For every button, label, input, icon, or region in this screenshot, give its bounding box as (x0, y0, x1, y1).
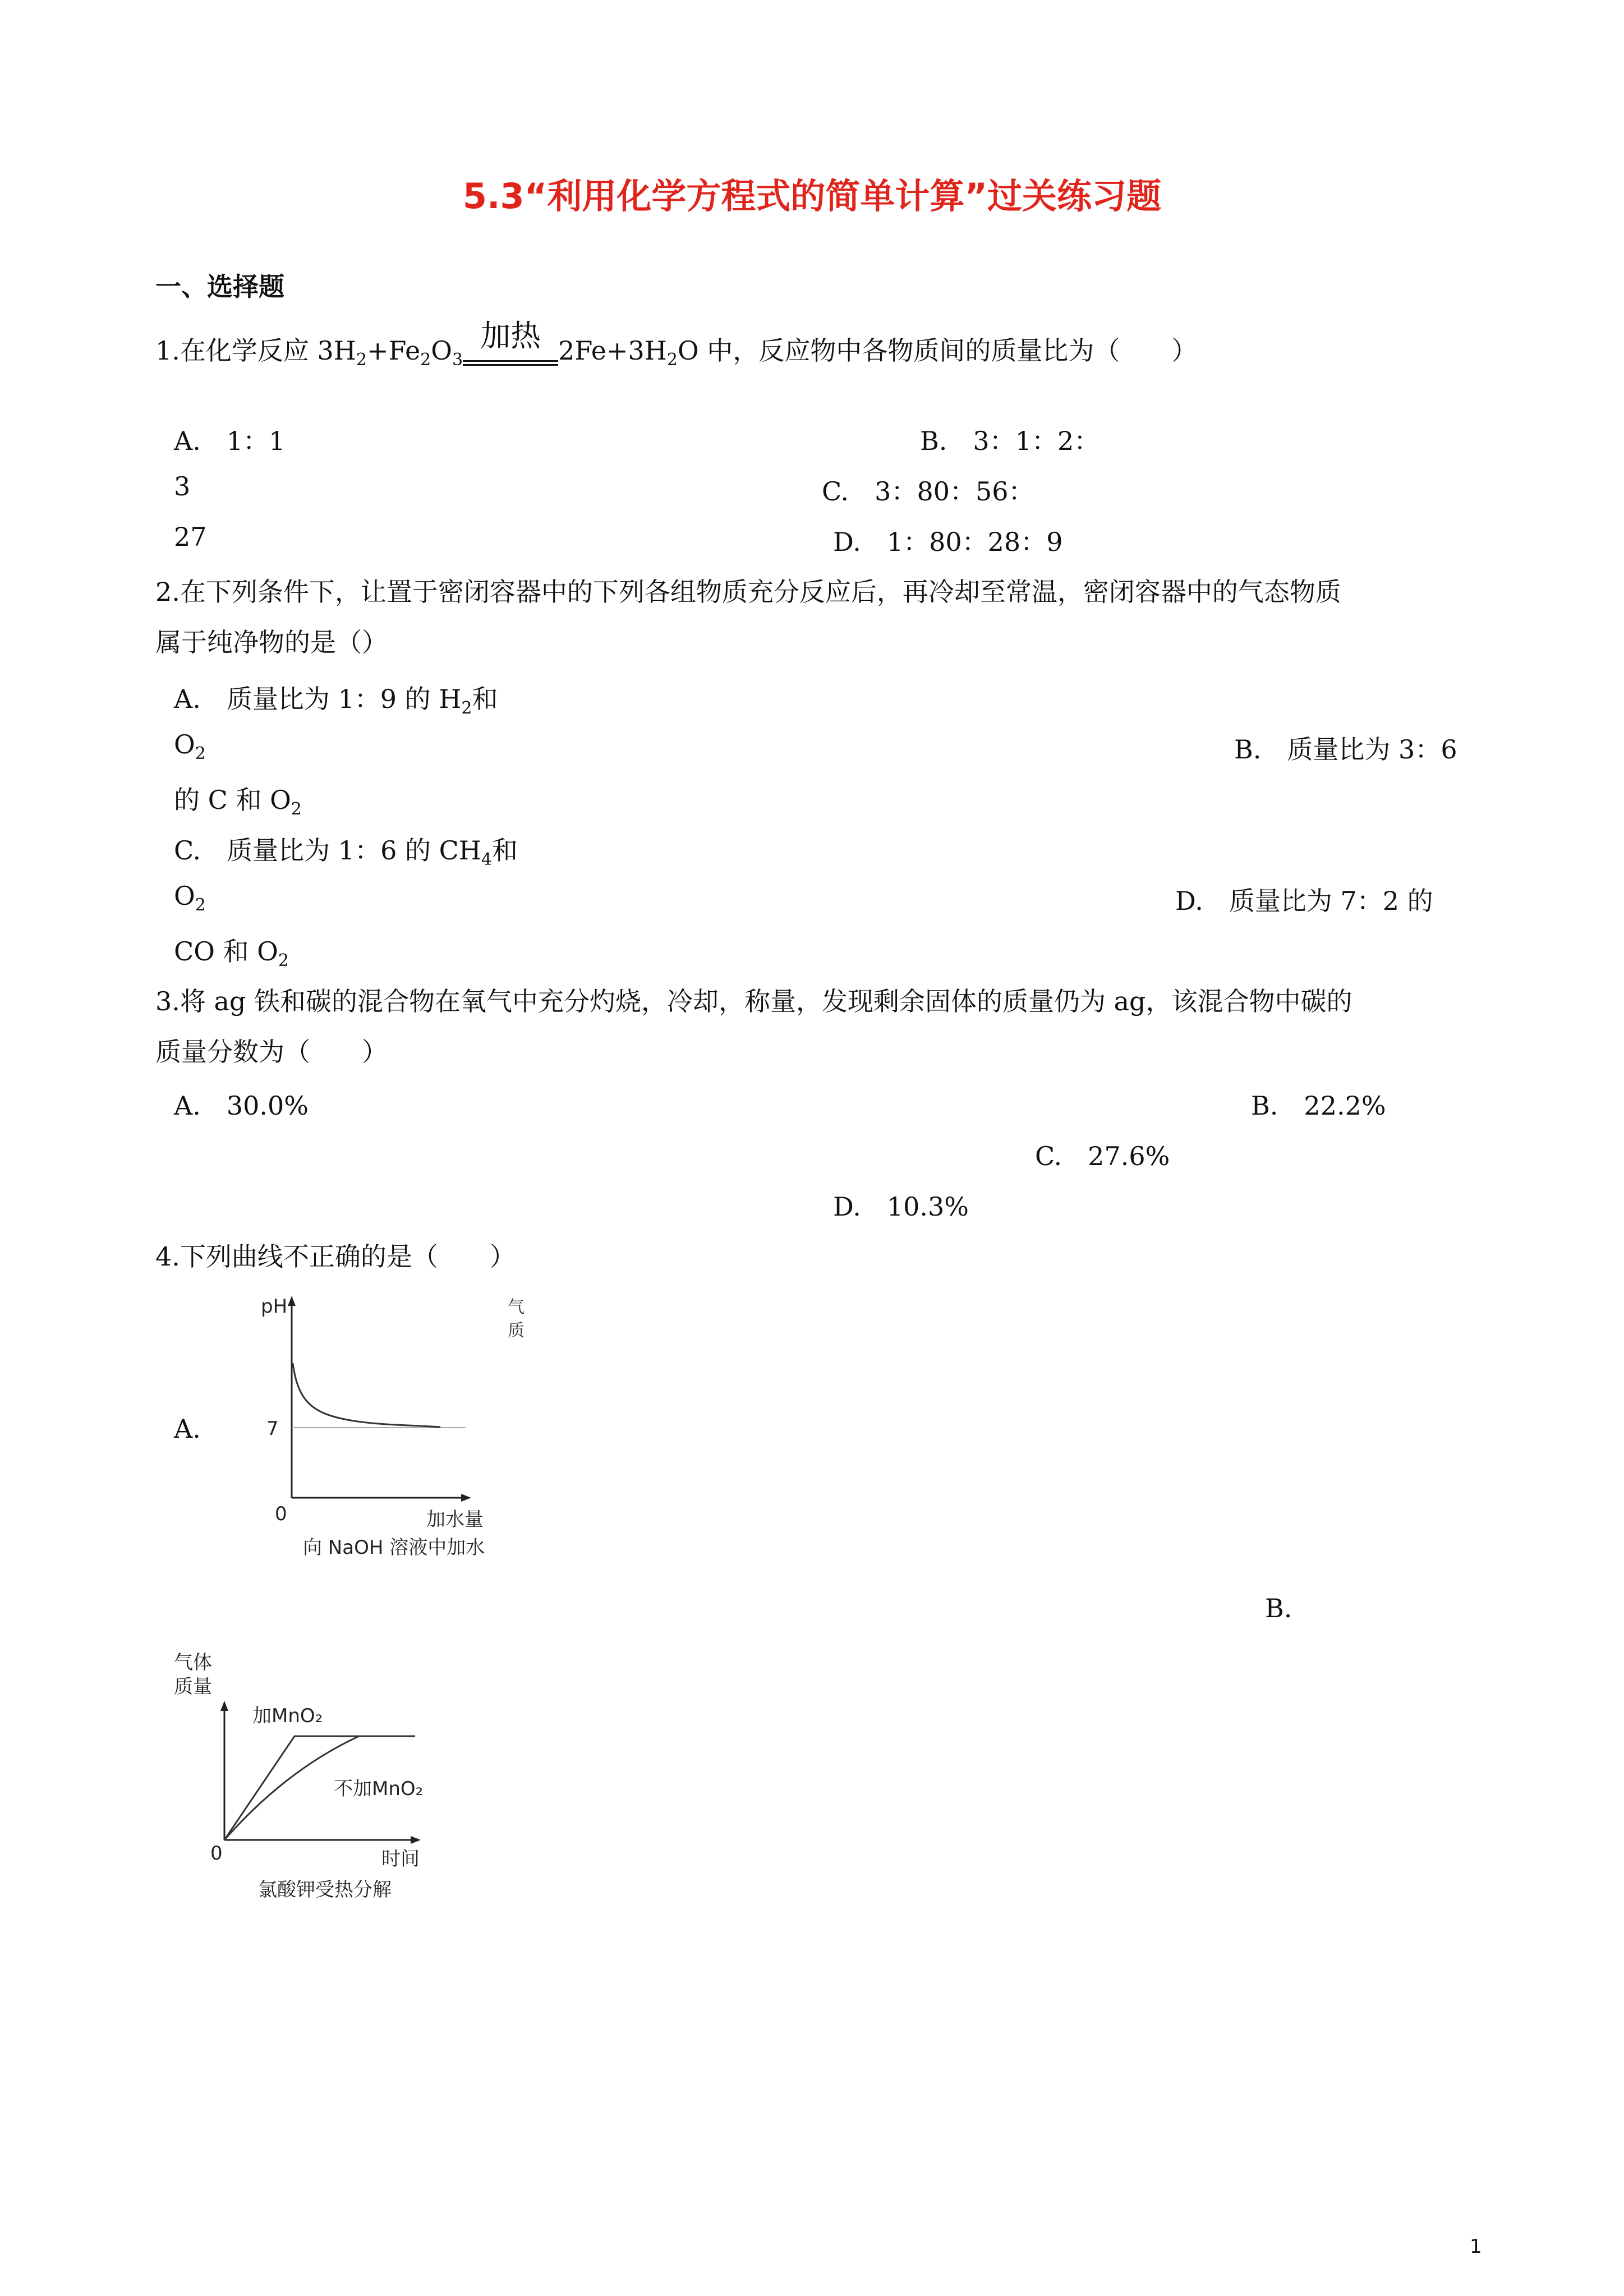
q1-subscript: 2 (356, 350, 367, 370)
page-title: 5.3“利用化学方程式的简单计算”过关练习题 (462, 176, 1162, 217)
q1-option-d: D. 1：80：28：9 (833, 527, 1063, 557)
q3-option-b: B. 22.2% (1251, 1091, 1386, 1121)
q1-text: 2Fe+3H (558, 335, 667, 366)
subscript: 2 (461, 698, 472, 718)
q1-option-a: A. 1：1 (174, 426, 286, 456)
q2-option-a-continued (174, 729, 206, 763)
q2-option-a-text: A. 质量比为 1：9 的 H (174, 684, 462, 714)
graph-b-ylabel-line2: 质量 (174, 1676, 212, 1698)
graph-b-gas-mass (168, 1649, 460, 1907)
q4-option-a-label: A. (174, 1414, 201, 1444)
graph-b-series1-label: 加MnO₂ (252, 1705, 323, 1727)
question-2-stem-line1: 2.在下列条件下，让置于密闭容器中的下列各组物质充分反应后，再冷却至常温，密闭容器中的气态物质 (155, 577, 1341, 607)
q3-option-a: A. 30.0% (174, 1091, 309, 1121)
q2-option-c-tail: 和 (491, 835, 518, 866)
q1-text-suffix: O 中，反应物中各物质间的质量比为（ ） (678, 335, 1198, 366)
graph-b-origin: 0 (210, 1842, 223, 1865)
q1-subscript: 2 (420, 350, 431, 370)
q2-option-c (174, 830, 518, 867)
q1-option-c-continued: 27 (174, 522, 207, 552)
q2-option-d: D. 质量比为 7：2 的 (1175, 886, 1433, 916)
subscript: 4 (481, 850, 492, 869)
q3-option-c: C. 27.6% (1035, 1141, 1170, 1171)
graph-a-curve (293, 1363, 440, 1427)
subscript: 2 (195, 895, 206, 915)
graph-b-y-arrow (220, 1701, 228, 1711)
graph-a-xlabel: 加水量 (426, 1508, 484, 1531)
text: O (174, 729, 195, 760)
section-heading: 一、选择题 (155, 272, 284, 302)
q1-option-b-continued: 3 (174, 471, 191, 501)
graph-a-caption: 向 NaOH 溶液中加水 (303, 1536, 485, 1559)
q2-option-b: B. 质量比为 3：6 (1234, 734, 1457, 765)
q1-subscript: 2 (666, 350, 678, 370)
q1-text-prefix: 1.在化学反应 3H (155, 335, 356, 366)
q1-text: O (431, 335, 452, 366)
subscript: 2 (278, 951, 289, 970)
text: CO 和 O (174, 936, 278, 967)
graph-a-y-arrow (288, 1296, 296, 1306)
q2-option-c-continued (174, 881, 206, 915)
graph-b-caption: 氯酸钾受热分解 (258, 1879, 392, 1901)
question-3-stem-line1: 3.将 ag 铁和碳的混合物在氧气中充分灼烧，冷却，称量，发现剩余固体的质量仍为 ag，该混合物中碳的 (155, 986, 1352, 1016)
text: 的 C 和 O (174, 785, 291, 815)
reaction-condition (463, 318, 558, 370)
graph-b-ylabel-line1: 气体 (174, 1651, 212, 1674)
subscript: 2 (195, 744, 206, 763)
text: O (174, 881, 195, 911)
q2-option-b-continued (174, 780, 302, 817)
subscript: 2 (291, 799, 302, 819)
question-4-stem: 4.下列曲线不正确的是（ ） (155, 1241, 516, 1272)
q1-option-b: B. 3：1：2： (920, 426, 1100, 456)
reaction-condition-label: 加热 (480, 318, 541, 353)
q1-text: +Fe (367, 335, 421, 366)
q1-subscript: 3 (452, 350, 463, 370)
graph-a-x-arrow (461, 1494, 471, 1502)
graph-a-ylabel: pH (261, 1295, 288, 1318)
q3-option-d: D. 10.3% (833, 1191, 969, 1222)
q2-option-c-text: C. 质量比为 1：6 的 CH (174, 835, 481, 866)
q2-option-a (174, 679, 498, 716)
equals-sign (463, 360, 558, 366)
graph-a-stray-text: 气 质 (508, 1297, 525, 1341)
question-2-stem-line2: 属于纯净物的是（） (155, 627, 388, 657)
q2-option-d-continued (174, 931, 289, 968)
q2-option-a-tail: 和 (472, 684, 498, 714)
graph-b-series2-label: 不加MnO₂ (334, 1778, 424, 1800)
q4-option-b-label: B. (1265, 1593, 1292, 1623)
question-1-stem (155, 318, 1198, 370)
q1-option-c: C. 3：80：56： (822, 476, 1034, 507)
question-3-stem-line2: 质量分数为（ ） (155, 1037, 388, 1067)
graph-b-x-arrow (411, 1836, 421, 1844)
page-number: 1 (1470, 2235, 1482, 2258)
graph-b-xlabel: 时间 (381, 1848, 420, 1870)
graph-a-tick-7: 7 (266, 1418, 279, 1440)
graph-a-origin: 0 (275, 1503, 287, 1525)
